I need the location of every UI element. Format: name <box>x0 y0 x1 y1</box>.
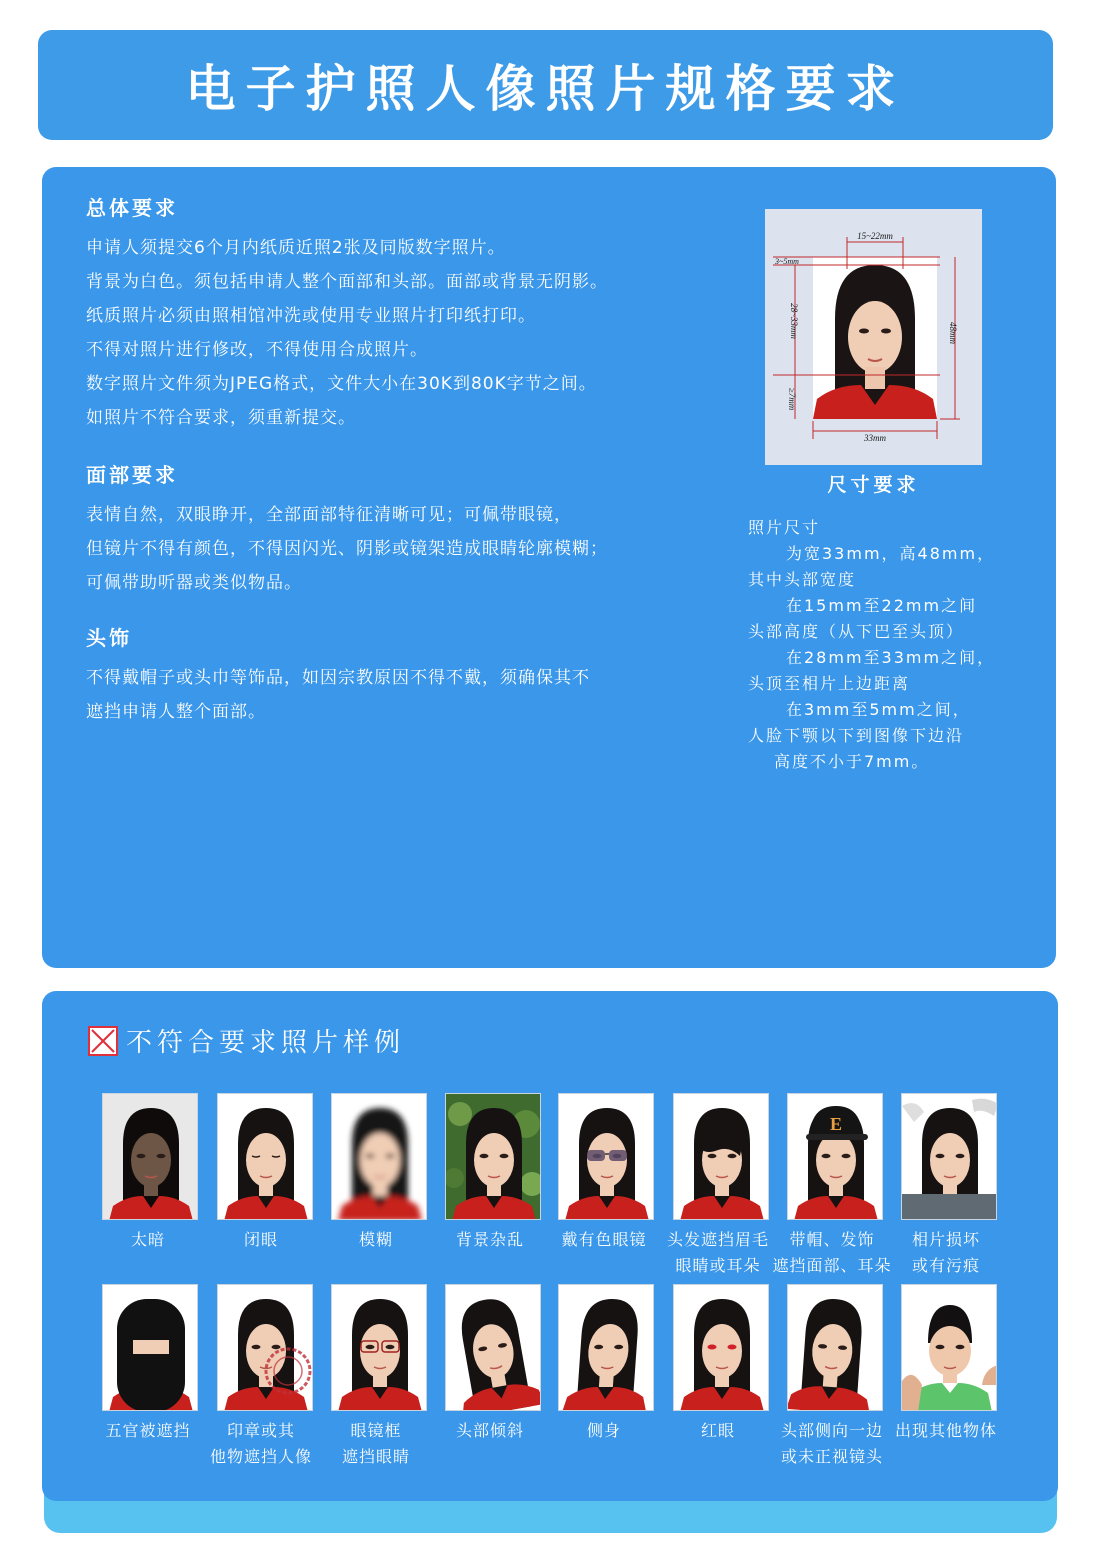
example-caption-line: 背景杂乱 <box>455 1230 524 1249</box>
example-photo <box>673 1284 769 1411</box>
example-photo <box>558 1284 654 1411</box>
example-photo <box>901 1284 997 1411</box>
face-shape <box>848 301 902 373</box>
example-caption-line: 侧身 <box>586 1421 621 1440</box>
example-caption-line: 遮挡面部、耳朵 <box>772 1256 892 1275</box>
example-caption-line: 太暗 <box>130 1230 165 1249</box>
headwear-section <box>86 622 590 729</box>
example-photo <box>558 1093 654 1220</box>
example-caption-line: 五官被遮挡 <box>105 1421 191 1440</box>
example-caption <box>539 1227 669 1253</box>
example-caption-line: 头部侧向一边 <box>780 1421 883 1440</box>
examples-heading <box>88 1022 405 1059</box>
general-line: 背景为白色。须包括申请人整个面部和头部。面部或背景无阴影。 <box>86 272 608 292</box>
example-caption <box>653 1227 783 1279</box>
title-bar <box>38 30 1053 140</box>
example-photo <box>901 1093 997 1220</box>
example-caption <box>425 1418 555 1444</box>
example-caption-line: 印章或其 <box>226 1421 295 1440</box>
general-line: 申请人须提交6个月内纸质近照2张及同版数字照片。 <box>86 238 506 258</box>
example-photo <box>331 1284 427 1411</box>
size-line: 头顶至相片上边距离 <box>748 674 911 693</box>
face-heading: 面部要求 <box>86 463 178 487</box>
example-caption-line: 头部倾斜 <box>455 1421 524 1440</box>
example-photo <box>445 1093 541 1220</box>
example-photo <box>331 1093 427 1220</box>
size-line: 在15mm至22mm之间 <box>786 596 978 615</box>
example-caption-line: 或未正视镜头 <box>780 1447 883 1466</box>
diagram-caption: 尺寸要求 <box>827 474 920 496</box>
example-caption <box>311 1418 441 1470</box>
example-photo <box>673 1093 769 1220</box>
label-head-width: 15~22mm <box>857 231 893 241</box>
face-line: 但镜片不得有颜色，不得因闪光、阴影或镜架造成眼睛轮廓模糊； <box>86 539 608 559</box>
label-chin-gap: ≥7mm <box>787 387 797 411</box>
example-caption-line: 或有污痕 <box>911 1256 980 1275</box>
example-caption-line: 出现其他物体 <box>894 1421 997 1440</box>
example-caption <box>425 1227 555 1253</box>
size-diagram <box>765 209 982 465</box>
example-caption-line: 戴有色眼镜 <box>561 1230 647 1249</box>
example-caption-line: 红眼 <box>700 1421 735 1440</box>
svg-text:E: E <box>829 1114 843 1134</box>
example-caption-line: 遮挡眼睛 <box>341 1447 410 1466</box>
example-photo <box>787 1093 883 1220</box>
example-caption <box>881 1418 1011 1444</box>
example-photo <box>102 1093 198 1220</box>
example-caption-line: 他物遮挡人像 <box>209 1447 312 1466</box>
headwear-heading: 头饰 <box>86 626 132 650</box>
example-caption <box>196 1418 326 1470</box>
example-caption-line: 眼镜框 <box>350 1421 402 1440</box>
example-photo <box>217 1093 313 1220</box>
size-line: 高度不小于7mm。 <box>774 752 930 771</box>
example-caption <box>767 1418 897 1470</box>
size-requirements <box>748 515 995 775</box>
size-line: 照片尺寸 <box>748 518 821 537</box>
example-caption-line: 闭眼 <box>243 1230 278 1249</box>
example-caption-line: 带帽、发饰 <box>789 1230 875 1249</box>
example-caption <box>83 1418 213 1444</box>
size-line: 为宽33mm，高48mm， <box>786 544 996 563</box>
size-line: 人脸下颚以下到图像下边沿 <box>748 726 965 745</box>
examples-title: 不符合要求照片样例 <box>126 1028 406 1058</box>
label-head-height: 28~33mm <box>789 303 799 339</box>
example-caption <box>653 1418 783 1444</box>
face-line: 可佩带助听器或类似物品。 <box>86 573 302 593</box>
example-caption-line: 相片损坏 <box>911 1230 980 1249</box>
example-photo <box>217 1284 313 1411</box>
headwear-line: 不得戴帽子或头巾等饰品，如因宗教原因不得不戴，须确保其不 <box>86 668 590 688</box>
general-line: 如照片不符合要求，须重新提交。 <box>86 408 356 428</box>
size-line: 在3mm至5mm之间， <box>786 700 971 719</box>
example-photo <box>102 1284 198 1411</box>
face-section <box>86 459 608 600</box>
label-photo-width: 33mm <box>864 433 886 443</box>
general-section <box>86 192 608 435</box>
example-caption <box>311 1227 441 1253</box>
example-caption <box>767 1227 897 1279</box>
headwear-line: 遮挡申请人整个面部。 <box>86 702 266 722</box>
general-line: 纸质照片必须由照相馆冲洗或使用专业照片打印纸打印。 <box>86 306 536 326</box>
page-title: 电子护照人像照片规格要求 <box>185 60 906 118</box>
general-heading: 总体要求 <box>86 196 178 220</box>
size-line: 其中头部宽度 <box>748 570 857 589</box>
face-line: 表情自然，双眼睁开，全部面部特征清晰可见；可佩带眼镜， <box>86 505 572 525</box>
general-line: 不得对照片进行修改，不得使用合成照片。 <box>86 340 428 360</box>
example-caption <box>83 1227 213 1253</box>
cross-box-icon <box>88 1026 118 1056</box>
example-caption <box>196 1227 326 1253</box>
label-top-gap: 3~5mm <box>775 257 799 266</box>
example-photo <box>445 1284 541 1411</box>
example-caption-line: 模糊 <box>358 1230 393 1249</box>
size-line: 在28mm至33mm之间， <box>786 648 996 667</box>
example-caption <box>881 1227 1011 1279</box>
example-caption-line: 眼睛或耳朵 <box>675 1256 761 1275</box>
size-line: 头部高度（从下巴至头顶） <box>748 622 965 641</box>
general-line: 数字照片文件须为JPEG格式，文件大小在30K到80K字节之间。 <box>86 374 597 394</box>
label-photo-height: 48mm <box>948 322 958 344</box>
example-photo <box>787 1284 883 1411</box>
example-caption <box>539 1418 669 1444</box>
example-caption-line: 头发遮挡眉毛 <box>666 1230 769 1249</box>
